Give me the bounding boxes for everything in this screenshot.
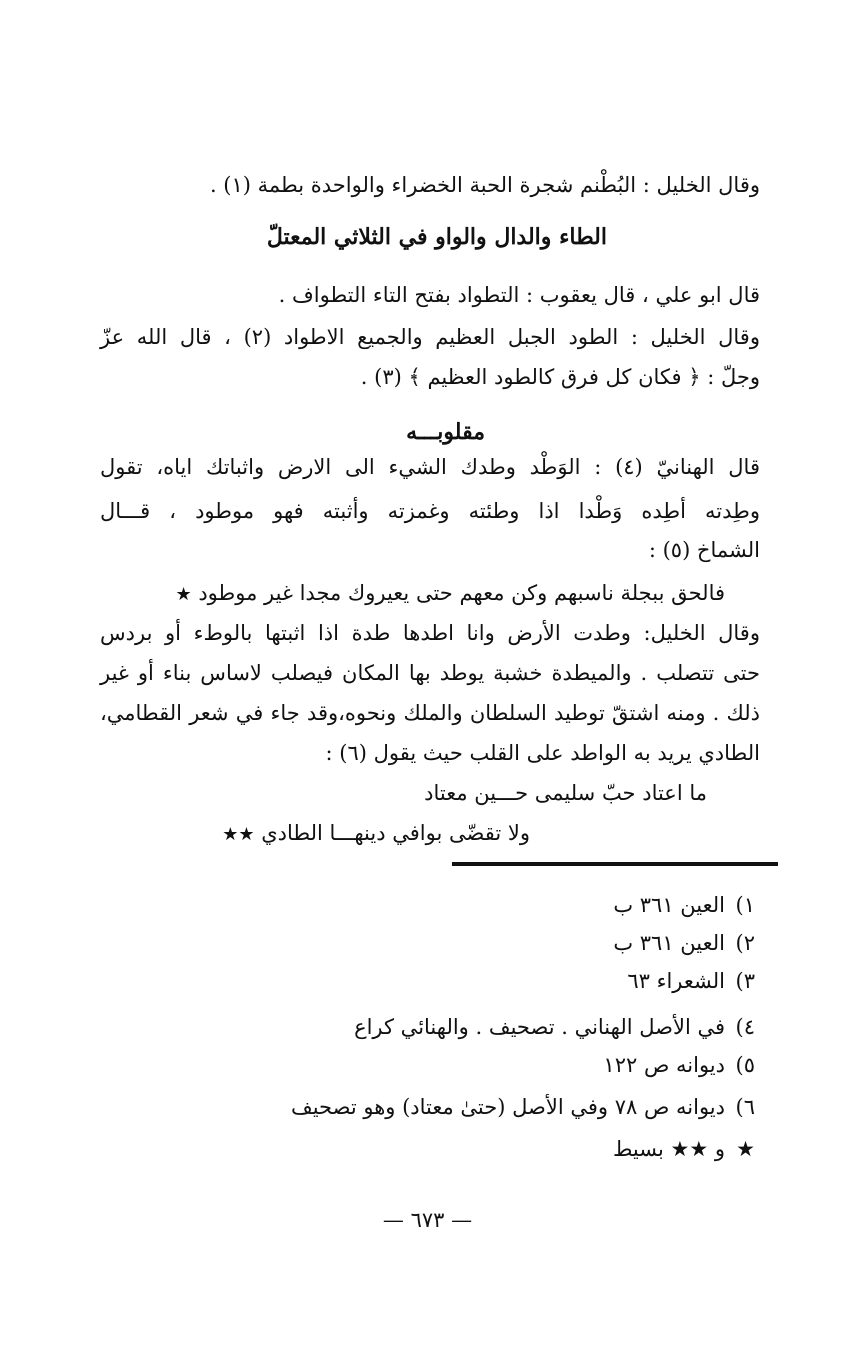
subsection-heading: مقلوبـــه [406,419,485,445]
body-line-4: وجلّ : ﴿ فكان كل فرق كالطود العظيم ﴾ (٣) . [360,365,760,389]
body-line-10: ذلك . ومنه اشتقّ توطيد السلطان والملك ونحوه،وقد جاء في شعر القطامي، [100,701,760,725]
footnote-number: ★ [736,1137,755,1161]
body-line-7: الشماخ (٥) : [648,538,760,562]
footnote-1 [613,890,755,920]
body-line-5: قال الهنانيّ (٤) : الوَطْد وطدك الشيء الى الارض واثباتك اياه، تقول [100,455,760,479]
footnote-number: ٢) [735,931,755,955]
footnote-2 [613,928,755,958]
verse-2-second-text: ولا تقضّى بوافي دينهـــا الطادي [261,821,530,845]
verse-2-first: ما اعتاد حبّ سليمى حـــين معتاد [424,781,707,805]
footnote-text: العين ٣٦١ ب [613,893,725,917]
footnote-number: ١) [735,893,755,917]
footnote-number: ٣) [735,969,755,993]
body-line-11: الطادي يريد به الواطد على القلب حيث يقول (٦) : [325,741,760,765]
footnote-number: ٤) [735,1015,755,1039]
body-line-6: وطِدته أطِده وَطْدا اذا وطئته وغمزته وأثبته فهو موطود ، قـــال [100,499,760,523]
footnote-text: ديوانه ص ١٢٢ [603,1053,725,1077]
body-line-2: قال ابو علي ، قال يعقوب : التطواد بفتح التاء التطواف . [278,283,760,307]
footnote-number: ٥) [735,1053,755,1077]
verse-1 [145,578,725,610]
footnote-text: العين ٣٦١ ب [613,931,725,955]
body-line-9: حتى تتصلب . والميطدة خشبة يوطد بها المكان فيصلب لاساس بناء أو غير [100,661,760,685]
footnote-text: في الأصل الهناني . تصحيف . والهنائي كراع [354,1015,725,1039]
footnote-4 [354,1012,755,1042]
footnote-text: و ★★ بسيط [613,1137,725,1161]
page-number: — ٦٧٣ — [382,1208,473,1232]
body-line-3: وقال الخليل : الطود الجبل العظيم والجميع الاطواد (٢) ، قال الله عزّ [100,325,760,349]
footnote-6 [291,1092,755,1122]
footnote-5 [603,1050,755,1080]
footnote-separator [452,862,778,866]
star-marker: ★ [175,584,192,605]
footnote-3 [627,966,755,996]
footnote-text: الشعراء ٦٣ [627,969,725,993]
double-star-marker: ★★ [222,824,255,845]
section-heading: الطاء والدال والواو في الثلاثي المعتلّ [266,224,607,250]
footnote-text: ديوانه ص ٧٨ وفي الأصل (حتىٰ معتاد) وهو تصحيف [290,1095,725,1119]
footnote-7 [613,1134,755,1164]
verse-1-text: فالحق ببجلة ناسبهم وكن معهم حتى يعيروك مجدا غير موطود [198,581,725,605]
body-line-8: وقال الخليل: وطدت الأرض وانا اطدها طدة اذا اثبتها بالوطء أو بردس [100,621,760,645]
body-line-1: وقال الخليل : البُطْنم شجرة الحبة الخضراء والواحدة بطمة (١) . [209,173,760,197]
verse-2-second [222,818,530,850]
footnote-number: ٦) [735,1095,755,1119]
